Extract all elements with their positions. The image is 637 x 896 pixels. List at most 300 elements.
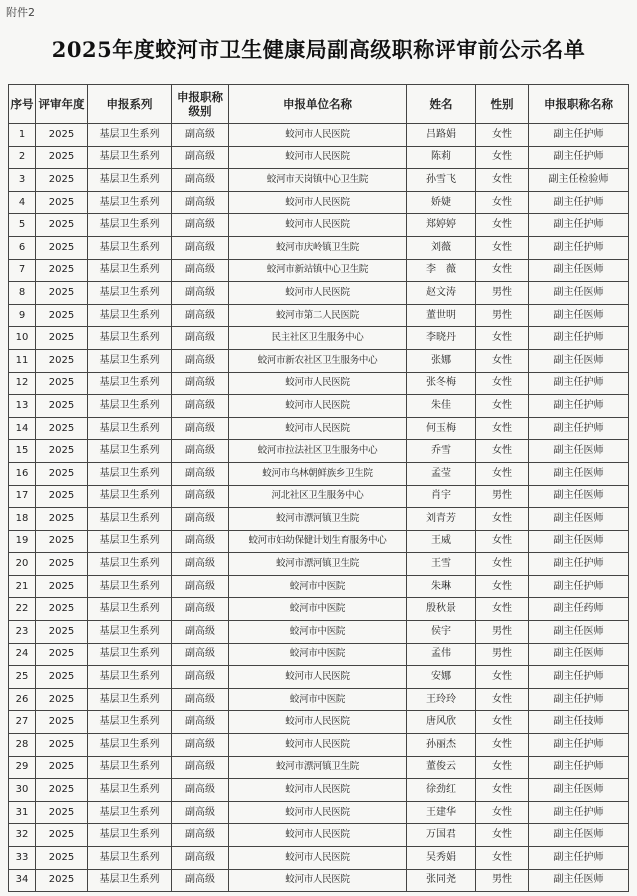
cell-unit: 蛟河市漂河镇卫生院: [229, 756, 407, 779]
cell-unit: 民主社区卫生服务中心: [229, 327, 407, 350]
cell-level: 副高级: [172, 643, 229, 666]
cell-series: 基层卫生系列: [88, 304, 172, 327]
cell-year: 2025: [36, 643, 88, 666]
table-row: [9, 440, 629, 463]
cell-title: 副主任医师: [529, 259, 629, 282]
table-row: [9, 756, 629, 779]
cell-title: 副主任护师: [529, 191, 629, 214]
col-header-name: 姓名: [407, 85, 476, 124]
cell-unit: 蛟河市人民医院: [229, 417, 407, 440]
cell-index: 22: [9, 598, 36, 621]
cell-title: 副主任医师: [529, 643, 629, 666]
cell-unit: 蛟河市人民医院: [229, 214, 407, 237]
cell-year: 2025: [36, 304, 88, 327]
cell-level: 副高级: [172, 666, 229, 689]
table-header-row: [9, 85, 629, 124]
cell-gender: 女性: [476, 530, 529, 553]
cell-level: 副高级: [172, 417, 229, 440]
cell-year: 2025: [36, 711, 88, 734]
cell-level: 副高级: [172, 169, 229, 192]
cell-name: 王玲玲: [407, 688, 476, 711]
cell-series: 基层卫生系列: [88, 440, 172, 463]
cell-unit: 蛟河市人民医院: [229, 146, 407, 169]
cell-gender: 女性: [476, 146, 529, 169]
cell-gender: 男性: [476, 485, 529, 508]
cell-year: 2025: [36, 621, 88, 644]
table-row: [9, 124, 629, 147]
cell-level: 副高级: [172, 688, 229, 711]
cell-unit: 蛟河市新站镇中心卫生院: [229, 259, 407, 282]
cell-title: 副主任护师: [529, 801, 629, 824]
table-row: [9, 847, 629, 870]
publicity-table: [8, 84, 629, 892]
cell-index: 10: [9, 327, 36, 350]
cell-title: 副主任医师: [529, 508, 629, 531]
cell-level: 副高级: [172, 824, 229, 847]
cell-unit: 蛟河市人民医院: [229, 711, 407, 734]
cell-gender: 女性: [476, 756, 529, 779]
cell-series: 基层卫生系列: [88, 666, 172, 689]
cell-year: 2025: [36, 756, 88, 779]
cell-unit: 蛟河市人民医院: [229, 779, 407, 802]
cell-level: 副高级: [172, 304, 229, 327]
cell-year: 2025: [36, 530, 88, 553]
cell-gender: 女性: [476, 349, 529, 372]
cell-index: 28: [9, 734, 36, 757]
cell-index: 20: [9, 553, 36, 576]
cell-series: 基层卫生系列: [88, 124, 172, 147]
cell-series: 基层卫生系列: [88, 688, 172, 711]
cell-unit: 河北社区卫生服务中心: [229, 485, 407, 508]
cell-unit: 蛟河市人民医院: [229, 801, 407, 824]
cell-title: 副主任护师: [529, 847, 629, 870]
cell-index: 31: [9, 801, 36, 824]
cell-name: 赵文涛: [407, 282, 476, 305]
cell-gender: 女性: [476, 462, 529, 485]
cell-title: 副主任医师: [529, 530, 629, 553]
cell-year: 2025: [36, 349, 88, 372]
cell-year: 2025: [36, 869, 88, 892]
cell-unit: 蛟河市人民医院: [229, 847, 407, 870]
table-row: [9, 259, 629, 282]
cell-unit: 蛟河市人民医院: [229, 869, 407, 892]
cell-gender: 女性: [476, 824, 529, 847]
cell-title: 副主任医师: [529, 621, 629, 644]
cell-year: 2025: [36, 598, 88, 621]
table-row: [9, 395, 629, 418]
table-row: [9, 621, 629, 644]
cell-name: 董世明: [407, 304, 476, 327]
cell-name: 李 薇: [407, 259, 476, 282]
table-row: [9, 530, 629, 553]
cell-unit: 蛟河市庆岭镇卫生院: [229, 236, 407, 259]
cell-unit: 蛟河市新农社区卫生服务中心: [229, 349, 407, 372]
cell-series: 基层卫生系列: [88, 756, 172, 779]
cell-level: 副高级: [172, 530, 229, 553]
cell-name: 娇婕: [407, 191, 476, 214]
cell-series: 基层卫生系列: [88, 553, 172, 576]
cell-unit: 蛟河市人民医院: [229, 395, 407, 418]
cell-year: 2025: [36, 666, 88, 689]
cell-unit: 蛟河市中医院: [229, 621, 407, 644]
cell-name: 万国君: [407, 824, 476, 847]
table-row: [9, 508, 629, 531]
table-row: [9, 688, 629, 711]
cell-level: 副高级: [172, 847, 229, 870]
cell-level: 副高级: [172, 440, 229, 463]
cell-year: 2025: [36, 395, 88, 418]
cell-gender: 女性: [476, 688, 529, 711]
cell-name: 何玉梅: [407, 417, 476, 440]
cell-gender: 女性: [476, 327, 529, 350]
cell-title: 副主任护师: [529, 372, 629, 395]
cell-index: 30: [9, 779, 36, 802]
cell-series: 基层卫生系列: [88, 508, 172, 531]
col-header-title: 申报职称名称: [529, 85, 629, 124]
cell-unit: 蛟河市人民医院: [229, 666, 407, 689]
cell-series: 基层卫生系列: [88, 801, 172, 824]
table-row: [9, 734, 629, 757]
cell-gender: 女性: [476, 508, 529, 531]
cell-series: 基层卫生系列: [88, 824, 172, 847]
cell-title: 副主任技师: [529, 711, 629, 734]
cell-name: 董俊云: [407, 756, 476, 779]
cell-gender: 女性: [476, 847, 529, 870]
cell-name: 王雪: [407, 553, 476, 576]
attachment-label: 附件2: [6, 6, 35, 19]
cell-unit: 蛟河市人民医院: [229, 372, 407, 395]
cell-series: 基层卫生系列: [88, 779, 172, 802]
cell-series: 基层卫生系列: [88, 327, 172, 350]
cell-gender: 女性: [476, 666, 529, 689]
cell-index: 25: [9, 666, 36, 689]
cell-gender: 男性: [476, 304, 529, 327]
cell-title: 副主任护师: [529, 756, 629, 779]
cell-level: 副高级: [172, 508, 229, 531]
cell-name: 王建华: [407, 801, 476, 824]
table-row: [9, 553, 629, 576]
cell-series: 基层卫生系列: [88, 643, 172, 666]
cell-level: 副高级: [172, 756, 229, 779]
cell-level: 副高级: [172, 124, 229, 147]
cell-gender: 女性: [476, 124, 529, 147]
cell-unit: 蛟河市人民医院: [229, 191, 407, 214]
cell-name: 孙丽杰: [407, 734, 476, 757]
cell-gender: 女性: [476, 417, 529, 440]
cell-name: 徐劲红: [407, 779, 476, 802]
cell-series: 基层卫生系列: [88, 349, 172, 372]
table-row: [9, 191, 629, 214]
table-row: [9, 417, 629, 440]
cell-series: 基层卫生系列: [88, 575, 172, 598]
cell-series: 基层卫生系列: [88, 711, 172, 734]
table-row: [9, 666, 629, 689]
cell-name: 朱琳: [407, 575, 476, 598]
cell-title: 副主任护师: [529, 417, 629, 440]
cell-series: 基层卫生系列: [88, 417, 172, 440]
table-row: [9, 236, 629, 259]
cell-gender: 女性: [476, 191, 529, 214]
cell-year: 2025: [36, 236, 88, 259]
col-header-series: 申报系列: [88, 85, 172, 124]
cell-level: 副高级: [172, 372, 229, 395]
table-row: [9, 711, 629, 734]
cell-title: 副主任护师: [529, 666, 629, 689]
cell-unit: 蛟河市妇幼保健计划生育服务中心: [229, 530, 407, 553]
cell-level: 副高级: [172, 575, 229, 598]
cell-year: 2025: [36, 169, 88, 192]
cell-name: 刘青芳: [407, 508, 476, 531]
cell-index: 17: [9, 485, 36, 508]
cell-index: 27: [9, 711, 36, 734]
cell-gender: 女性: [476, 440, 529, 463]
cell-name: 刘薇: [407, 236, 476, 259]
cell-level: 副高级: [172, 146, 229, 169]
cell-unit: 蛟河市天岗镇中心卫生院: [229, 169, 407, 192]
cell-name: 张同尧: [407, 869, 476, 892]
cell-index: 23: [9, 621, 36, 644]
cell-index: 16: [9, 462, 36, 485]
cell-series: 基层卫生系列: [88, 395, 172, 418]
table-row: [9, 327, 629, 350]
cell-gender: 女性: [476, 214, 529, 237]
table-row: [9, 169, 629, 192]
col-header-level: 申报职称级别: [172, 85, 229, 124]
cell-title: 副主任护师: [529, 214, 629, 237]
page-title: 2025年度蛟河市卫生健康局副高级职称评审前公示名单: [51, 37, 586, 62]
cell-series: 基层卫生系列: [88, 869, 172, 892]
cell-name: 肖宇: [407, 485, 476, 508]
cell-year: 2025: [36, 575, 88, 598]
cell-title: 副主任护师: [529, 395, 629, 418]
cell-unit: 蛟河市人民医院: [229, 124, 407, 147]
cell-level: 副高级: [172, 259, 229, 282]
cell-index: 1: [9, 124, 36, 147]
col-header-unit: 申报单位名称: [229, 85, 407, 124]
cell-title: 副主任医师: [529, 485, 629, 508]
cell-name: 陈莉: [407, 146, 476, 169]
cell-title: 副主任医师: [529, 304, 629, 327]
cell-gender: 女性: [476, 395, 529, 418]
cell-unit: 蛟河市乌林朝鲜族乡卫生院: [229, 462, 407, 485]
cell-name: 吕路娟: [407, 124, 476, 147]
cell-year: 2025: [36, 508, 88, 531]
cell-year: 2025: [36, 214, 88, 237]
cell-year: 2025: [36, 417, 88, 440]
table-row: [9, 801, 629, 824]
cell-series: 基层卫生系列: [88, 282, 172, 305]
table-row: [9, 349, 629, 372]
cell-gender: 女性: [476, 553, 529, 576]
cell-title: 副主任护师: [529, 327, 629, 350]
cell-index: 18: [9, 508, 36, 531]
cell-gender: 女性: [476, 598, 529, 621]
table-row: [9, 372, 629, 395]
cell-unit: 蛟河市中医院: [229, 643, 407, 666]
cell-name: 孙雪飞: [407, 169, 476, 192]
cell-gender: 女性: [476, 259, 529, 282]
cell-level: 副高级: [172, 734, 229, 757]
cell-unit: 蛟河市人民医院: [229, 282, 407, 305]
cell-title: 副主任护师: [529, 236, 629, 259]
cell-unit: 蛟河市漂河镇卫生院: [229, 553, 407, 576]
cell-unit: 蛟河市漂河镇卫生院: [229, 508, 407, 531]
table-row: [9, 485, 629, 508]
cell-index: 21: [9, 575, 36, 598]
cell-index: 29: [9, 756, 36, 779]
cell-name: 张冬梅: [407, 372, 476, 395]
cell-index: 34: [9, 869, 36, 892]
cell-level: 副高级: [172, 779, 229, 802]
cell-year: 2025: [36, 327, 88, 350]
cell-level: 副高级: [172, 191, 229, 214]
cell-level: 副高级: [172, 485, 229, 508]
cell-title: 副主任护师: [529, 553, 629, 576]
table-row: [9, 304, 629, 327]
cell-index: 6: [9, 236, 36, 259]
cell-index: 9: [9, 304, 36, 327]
cell-series: 基层卫生系列: [88, 169, 172, 192]
cell-title: 副主任护师: [529, 575, 629, 598]
cell-index: 8: [9, 282, 36, 305]
cell-name: 安娜: [407, 666, 476, 689]
cell-index: 12: [9, 372, 36, 395]
table-row: [9, 462, 629, 485]
cell-index: 7: [9, 259, 36, 282]
cell-gender: 女性: [476, 711, 529, 734]
cell-title: 副主任医师: [529, 349, 629, 372]
cell-series: 基层卫生系列: [88, 146, 172, 169]
cell-unit: 蛟河市中医院: [229, 575, 407, 598]
table-body: [9, 124, 629, 892]
cell-name: 唐风欣: [407, 711, 476, 734]
cell-series: 基层卫生系列: [88, 598, 172, 621]
cell-year: 2025: [36, 688, 88, 711]
cell-unit: 蛟河市第二人民医院: [229, 304, 407, 327]
cell-unit: 蛟河市人民医院: [229, 734, 407, 757]
cell-gender: 女性: [476, 169, 529, 192]
cell-year: 2025: [36, 801, 88, 824]
cell-name: 殷秋景: [407, 598, 476, 621]
cell-series: 基层卫生系列: [88, 462, 172, 485]
cell-level: 副高级: [172, 349, 229, 372]
cell-unit: 蛟河市中医院: [229, 688, 407, 711]
cell-title: 副主任医师: [529, 779, 629, 802]
cell-level: 副高级: [172, 462, 229, 485]
cell-name: 王威: [407, 530, 476, 553]
cell-title: 副主任护师: [529, 734, 629, 757]
table-row: [9, 575, 629, 598]
cell-series: 基层卫生系列: [88, 214, 172, 237]
table-row: [9, 824, 629, 847]
cell-name: 张娜: [407, 349, 476, 372]
cell-gender: 女性: [476, 372, 529, 395]
cell-level: 副高级: [172, 621, 229, 644]
cell-name: 乔雪: [407, 440, 476, 463]
cell-level: 副高级: [172, 553, 229, 576]
cell-gender: 男性: [476, 869, 529, 892]
cell-year: 2025: [36, 779, 88, 802]
cell-index: 14: [9, 417, 36, 440]
cell-level: 副高级: [172, 395, 229, 418]
cell-series: 基层卫生系列: [88, 530, 172, 553]
cell-gender: 女性: [476, 236, 529, 259]
cell-unit: 蛟河市中医院: [229, 598, 407, 621]
cell-year: 2025: [36, 824, 88, 847]
table-row: [9, 598, 629, 621]
cell-series: 基层卫生系列: [88, 236, 172, 259]
cell-title: 副主任医师: [529, 824, 629, 847]
cell-level: 副高级: [172, 214, 229, 237]
cell-name: 孟伟: [407, 643, 476, 666]
cell-year: 2025: [36, 259, 88, 282]
cell-index: 2: [9, 146, 36, 169]
cell-gender: 女性: [476, 779, 529, 802]
cell-title: 副主任护师: [529, 124, 629, 147]
cell-year: 2025: [36, 553, 88, 576]
cell-year: 2025: [36, 191, 88, 214]
table-row: [9, 779, 629, 802]
cell-title: 副主任医师: [529, 282, 629, 305]
cell-title: 副主任药师: [529, 598, 629, 621]
cell-index: 19: [9, 530, 36, 553]
cell-year: 2025: [36, 734, 88, 757]
cell-index: 4: [9, 191, 36, 214]
cell-unit: 蛟河市人民医院: [229, 824, 407, 847]
cell-name: 吴秀娟: [407, 847, 476, 870]
table-row: [9, 146, 629, 169]
cell-year: 2025: [36, 847, 88, 870]
cell-gender: 男性: [476, 621, 529, 644]
cell-name: 孟莹: [407, 462, 476, 485]
cell-series: 基层卫生系列: [88, 847, 172, 870]
cell-gender: 男性: [476, 282, 529, 305]
table-row: [9, 643, 629, 666]
cell-level: 副高级: [172, 236, 229, 259]
cell-index: 11: [9, 349, 36, 372]
cell-gender: 女性: [476, 575, 529, 598]
cell-index: 3: [9, 169, 36, 192]
cell-index: 26: [9, 688, 36, 711]
cell-index: 13: [9, 395, 36, 418]
cell-year: 2025: [36, 146, 88, 169]
col-header-year: 评审年度: [36, 85, 88, 124]
cell-index: 24: [9, 643, 36, 666]
table-row: [9, 869, 629, 892]
cell-index: 15: [9, 440, 36, 463]
cell-year: 2025: [36, 282, 88, 305]
cell-series: 基层卫生系列: [88, 485, 172, 508]
cell-level: 副高级: [172, 869, 229, 892]
cell-year: 2025: [36, 124, 88, 147]
cell-name: 朱佳: [407, 395, 476, 418]
cell-title: 副主任检验师: [529, 169, 629, 192]
col-header-index: 序号: [9, 85, 36, 124]
cell-series: 基层卫生系列: [88, 372, 172, 395]
cell-level: 副高级: [172, 327, 229, 350]
cell-unit: 蛟河市拉法社区卫生服务中心: [229, 440, 407, 463]
cell-series: 基层卫生系列: [88, 734, 172, 757]
cell-gender: 女性: [476, 801, 529, 824]
cell-series: 基层卫生系列: [88, 191, 172, 214]
cell-title: 副主任护师: [529, 146, 629, 169]
cell-year: 2025: [36, 485, 88, 508]
cell-index: 32: [9, 824, 36, 847]
cell-level: 副高级: [172, 282, 229, 305]
cell-year: 2025: [36, 440, 88, 463]
cell-name: 郑婷婷: [407, 214, 476, 237]
cell-title: 副主任医师: [529, 869, 629, 892]
